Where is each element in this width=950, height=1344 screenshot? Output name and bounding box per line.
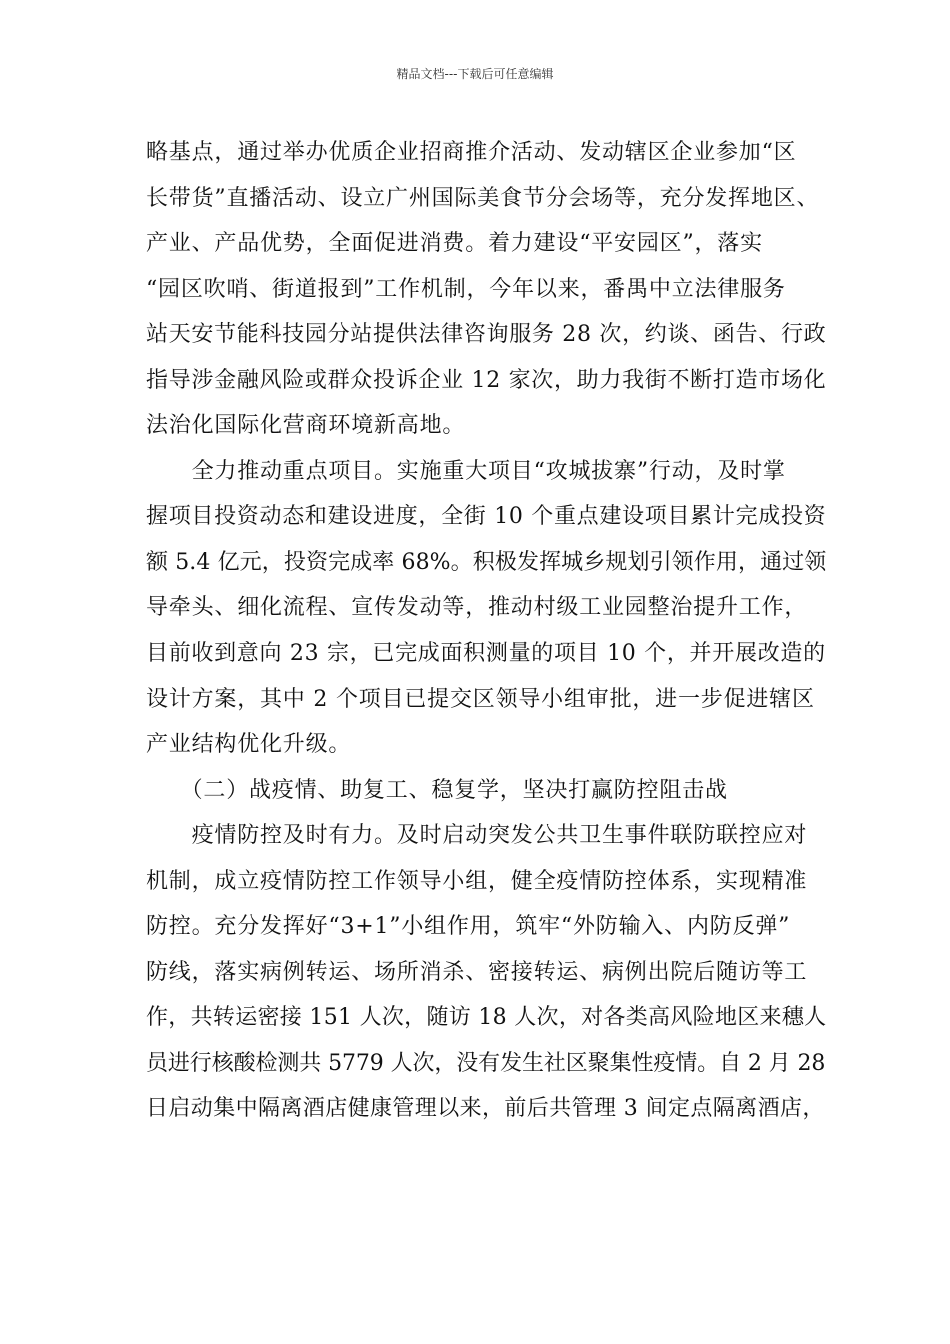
text-line: 长带货”直播活动、设立广州国际美食节分会场等，充分发挥地区、: [146, 185, 820, 211]
text-line: 防控。充分发挥好“3+1”小组作用，筑牢“外防输入、内防反弹”: [146, 914, 791, 940]
text-line: 产业、产品优势，全面促进消费。着力建设“平安园区”，落实: [146, 231, 763, 257]
text-line: 作，共转运密接 151 人次，随访 18 人次，对各类高风险地区来穗人: [146, 1005, 827, 1031]
text-line: 全力推动重点项目。实施重大项目“攻城拔寨”行动，及时掌: [146, 458, 786, 484]
text-line: 指导涉金融风险或群众投诉企业 12 家次，助力我街不断打造市场化: [146, 367, 827, 393]
text-line: 目前收到意向 23 宗，已完成面积测量的项目 10 个，并开展改造的: [146, 641, 826, 667]
text-line: 防线，落实病例转运、场所消杀、密接转运、病例出院后随访等工: [146, 959, 808, 985]
document-body: [146, 130, 826, 1132]
page-header: 精品文档---下载后可任意编辑: [396, 67, 554, 81]
text-line: 握项目投资动态和建设进度，全街 10 个重点建设项目累计完成投资: [146, 504, 827, 530]
text-line: 设计方案，其中 2 个项目已提交区领导小组审批，进一步促进辖区: [146, 686, 815, 712]
text-line: “园区吹哨、街道报到”工作机制，今年以来，番禺中立法律服务: [146, 276, 786, 302]
text-line: 日启动集中隔离酒店健康管理以来，前后共管理 3 间定点隔离酒店，: [146, 1096, 825, 1122]
text-line: 站天安节能科技园分站提供法律咨询服务 28 次，约谈、函告、行政: [146, 322, 827, 348]
text-line: 机制，成立疫情防控工作领导小组，健全疫情防控体系，实现精准: [146, 868, 808, 894]
text-line: 疫情防控及时有力。及时启动突发公共卫生事件联防联控应对: [146, 823, 808, 849]
text-line: 导牵头、细化流程、宣传发动等，推动村级工业园整治提升工作，: [146, 595, 808, 621]
text-line: 员进行核酸检测共 5779 人次，没有发生社区聚集性疫情。自 2 月 28: [146, 1050, 826, 1076]
text-line: 略基点，通过举办优质企业招商推介活动、发动辖区企业参加“区: [146, 140, 797, 165]
section-heading: （二）战疫情、助复工、稳复学，坚决打赢防控阻击战: [146, 777, 728, 803]
text-line: 法治化国际化营商环境新高地。: [146, 413, 466, 439]
text-line: 额 5.4 亿元，投资完成率 68%。积极发挥城乡规划引领作用，通过领: [146, 549, 827, 575]
text-line: 产业结构优化升级。: [146, 732, 352, 758]
